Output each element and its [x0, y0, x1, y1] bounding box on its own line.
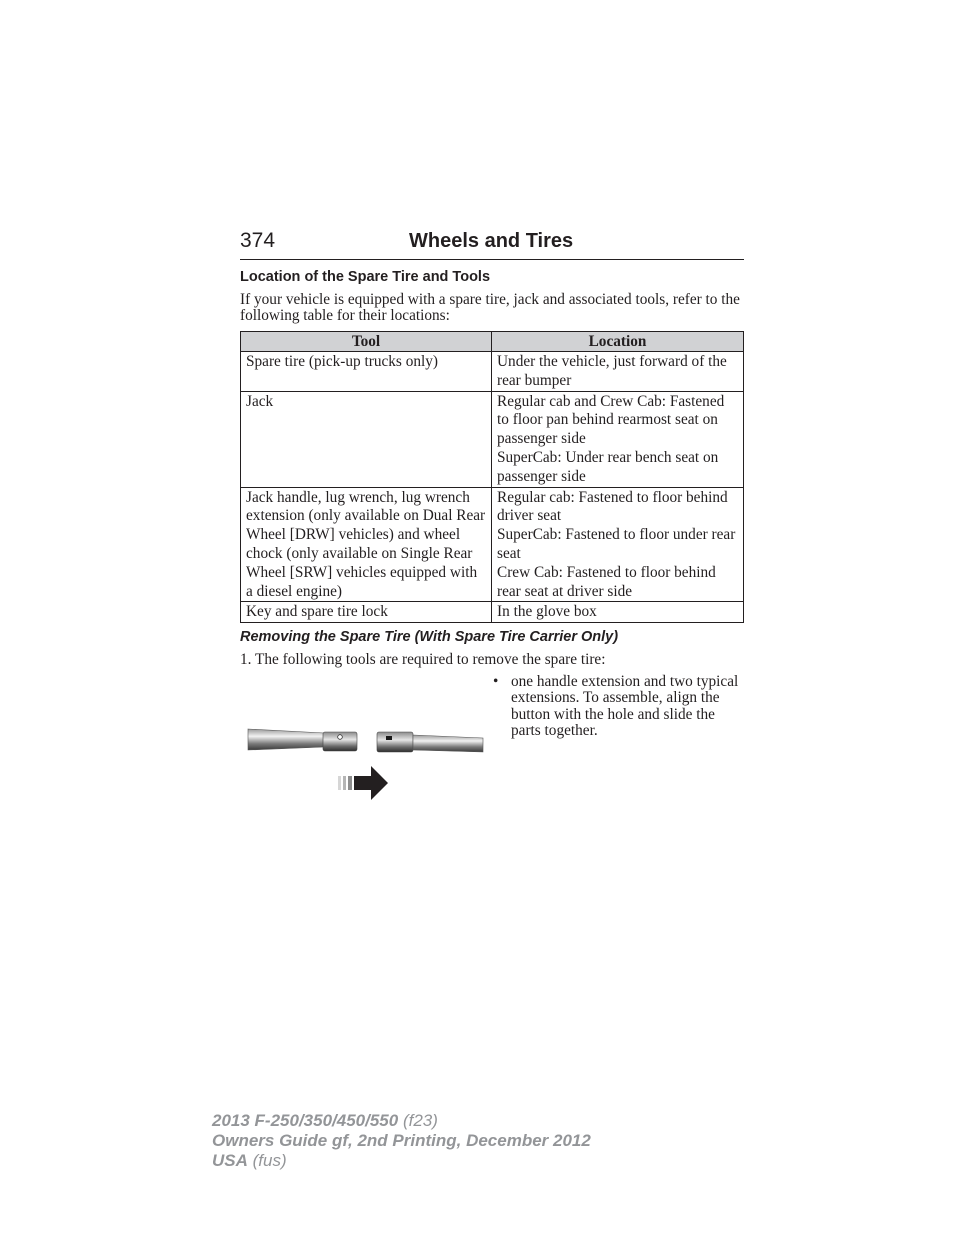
extension-button	[338, 735, 343, 740]
page-header	[240, 229, 744, 260]
footer-edition: Owners Guide gf, 2nd Printing, December 2012	[212, 1131, 591, 1150]
tool-cell	[241, 391, 492, 487]
footer-model-code: (f23)	[402, 1111, 438, 1130]
location-cell	[492, 391, 744, 487]
tool-cell	[241, 602, 492, 623]
table-row	[241, 602, 744, 623]
cell-text: Crew Cab: Fastened to floor behind rear seat at driver side	[497, 563, 716, 600]
extension-hole	[386, 736, 392, 740]
bullet-marker: •	[493, 673, 499, 690]
table-row	[241, 487, 744, 602]
intro-paragraph: If your vehicle is equipped with a spare tire, jack and associated tools, refer to the following table for their locations:	[240, 291, 740, 324]
header-tool: Tool	[241, 332, 492, 352]
footer-market-code: (fus)	[252, 1151, 287, 1170]
cell-text: Key and spare tire lock	[246, 603, 388, 621]
extension-rod-left	[248, 729, 324, 750]
direction-arrow-icon	[338, 766, 388, 800]
tool-cell	[241, 487, 492, 602]
section-title: Location of the Spare Tire and Tools	[240, 269, 491, 285]
cell-text: Regular cab and Crew Cab: Fastened to floor pan behind rearmost seat on passenger side	[497, 392, 725, 448]
cell-text: Spare tire (pick-up trucks only)	[246, 353, 439, 370]
location-cell	[492, 602, 744, 623]
footer-market: USA	[212, 1151, 248, 1170]
location-cell	[492, 352, 744, 392]
tools-location-table	[240, 331, 744, 623]
bullet-text: one handle extension and two typical extensions. To assemble, align the button with the hole and slide the parts together.	[511, 673, 739, 739]
cell-text: SuperCab: Under rear bench seat on passenger side	[497, 448, 719, 485]
handle-extension-assembly-icon	[240, 720, 490, 810]
cell-text: Regular cab: Fastened to floor behind driver seat	[497, 488, 728, 525]
extension-socket-right	[377, 732, 413, 752]
cell-text: SuperCab: Fastened to floor under rear seat	[497, 526, 736, 562]
location-cell	[492, 487, 744, 602]
cell-text: Under the vehicle, just forward of the rear bumper	[497, 353, 727, 389]
subsection-title: Removing the Spare Tire (With Spare Tire Carrier Only)	[240, 629, 619, 645]
table-row	[241, 352, 744, 392]
footer-model: 2013 F-250/350/450/550	[212, 1111, 399, 1130]
header-location: Location	[492, 332, 744, 352]
step-1-text: 1. The following tools are required to remove the spare tire:	[240, 651, 606, 668]
table-header-row	[241, 332, 744, 352]
page-number: 374	[240, 229, 276, 252]
table-row	[241, 391, 744, 487]
cell-text: Jack handle, lug wrench, lug wrench extension (only available on Dual Rear Wheel [DRW] vehicles) and wheel chock (only available on Single Rear Wheel [SRW] vehicles equipped with a diesel engine)	[246, 488, 486, 600]
cell-text: In the glove box	[497, 603, 597, 621]
tool-cell	[241, 352, 492, 392]
extension-rod-right	[413, 735, 483, 752]
cell-text: Jack	[246, 392, 274, 410]
chapter-title: Wheels and Tires	[409, 230, 574, 252]
page-footer	[212, 1111, 591, 1171]
